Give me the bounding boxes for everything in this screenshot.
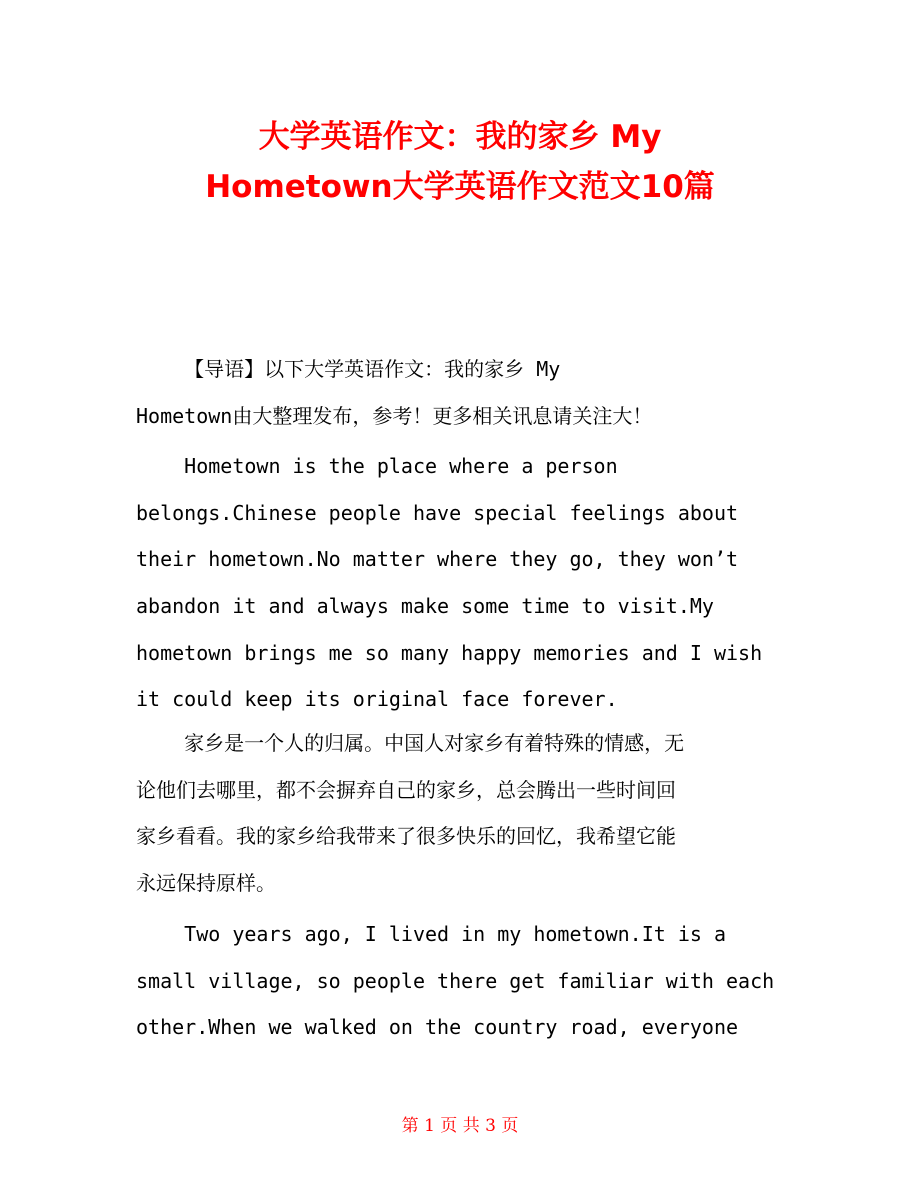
title-line-2: Hometown大学英语作文范文10篇	[205, 169, 715, 205]
text-line: belongs.Chinese people have special feelings about	[136, 500, 739, 525]
title-line-1: 大学英语作文：我的家乡 My	[258, 119, 662, 155]
text-line: 永远保持原样。	[136, 871, 276, 896]
english-paragraph-1	[136, 443, 796, 723]
text-line: Hometown由大整理发布，参考！更多相关讯息请关注大！	[136, 403, 653, 428]
chinese-paragraph-1	[136, 720, 796, 907]
text-line: 论他们去哪里，都不会摒弃自己的家乡，总会腾出一些时间回	[136, 777, 676, 802]
text-line: 家乡是一个人的归属。中国人对家乡有着特殊的情感，无	[136, 731, 685, 755]
text-line: 【导语】以下大学英语作文：我的家乡 My	[136, 357, 561, 381]
text-line: it could keep its original face forever.	[136, 687, 618, 712]
page-footer: 第 1 页 共 3 页	[401, 1116, 519, 1136]
intro-paragraph	[136, 346, 796, 439]
text-line: Hometown is the place where a person	[136, 454, 618, 478]
text-line: their hometown.No matter where they go, they won’t	[136, 547, 739, 572]
document-title	[60, 112, 860, 212]
text-line: small village, so people there get familiar with each	[136, 968, 775, 993]
text-line: 家乡看看。我的家乡给我带来了很多快乐的回忆，我希望它能	[136, 824, 676, 849]
english-paragraph-2	[136, 911, 796, 1051]
text-line: Two years ago, I lived in my hometown.It is a	[136, 922, 727, 946]
text-line: other.When we walked on the country road, everyone	[136, 1015, 739, 1040]
text-line: hometown brings me so many happy memories and I wish	[136, 640, 763, 665]
text-line: abandon it and always make some time to visit.My	[136, 594, 714, 619]
